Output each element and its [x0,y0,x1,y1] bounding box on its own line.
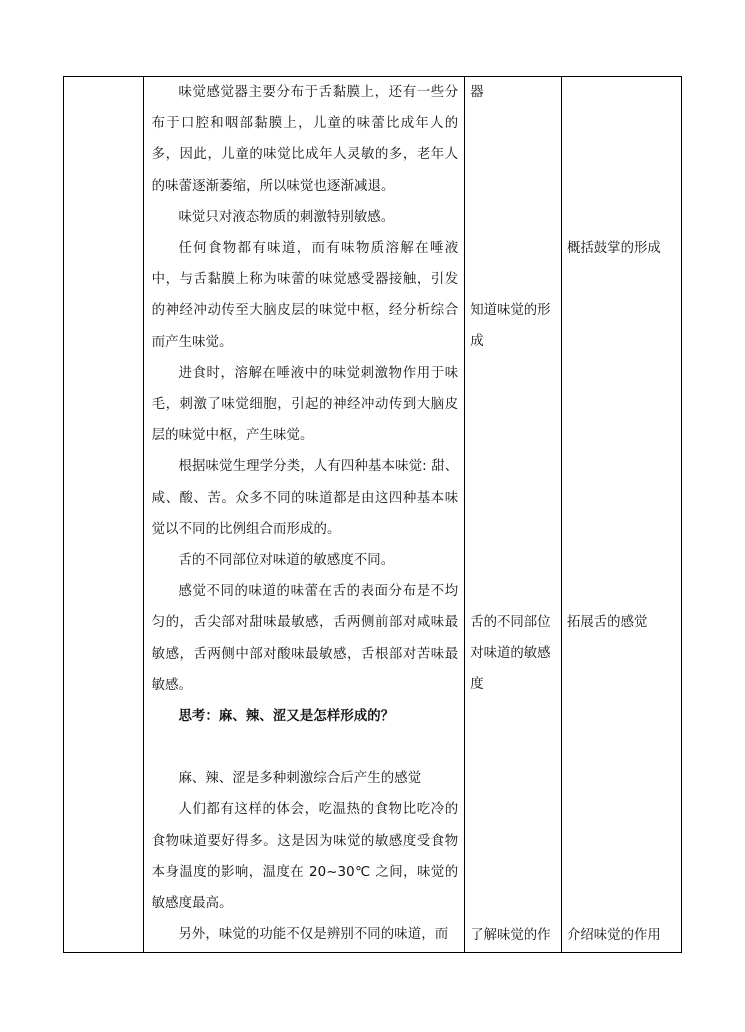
paragraph-taste-bud-distribution: 感觉不同的味道的味蕾在舌的表面分布是不均匀的，舌尖部对甜味最敏感，舌两侧前部对咸味最敏感，舌两侧中部对酸味最敏感，舌根部对苦味最敏感。 [151,584,459,693]
goal-taste-formation: 知道味觉的形成 [470,303,551,350]
paragraph-function: 另外，味觉的功能不仅是辨别不同的味道，而 [178,927,449,943]
paragraph-taste-formation: 任何食物都有味道，而有味物质溶解在唾液中，与舌黏膜上称为味蕾的味觉感受器接触，引发的神经冲动传至大脑皮层的味觉中枢，经分析综合而产生味觉。 [151,241,459,350]
activity-introduce: 介绍味觉的作用 [567,928,661,943]
content-column [143,77,465,953]
paragraph-taste-receptors: 味觉感觉器主要分布于舌黏膜上，还有一些分布于口腔和咽部黏膜上，儿童的味蕾比成年人的多，因此，儿童的味觉比成年人灵敏的多，老年人的味蕾逐渐萎缩，所以味觉也逐渐减退。 [151,85,459,194]
paragraph-liquid-sensitivity: 味觉只对液态物质的刺激特别敏感。 [178,209,395,225]
empty-column [64,77,144,953]
goal-organ: 器 [470,85,484,100]
think-question: 思考：麻、辣、涩又是怎样形成的？ [178,709,395,725]
content-text [144,77,465,952]
activities-column [562,77,682,953]
goal-tongue-sensitivity: 舌的不同部位对味道的敏感度 [470,615,551,693]
paragraph-four-tastes: 根据味觉生理学分类，人有四种基本味觉: 甜、咸、酸、苦。众多不同的味道都是由这四种基本味觉以不同的比例组合而形成的。 [151,459,459,537]
paragraph-eating: 进食时，溶解在唾液中的味觉刺激物作用于味毛，刺激了味觉细胞，引起的神经冲动传到大脑皮层的味觉中枢，产生味觉。 [151,365,459,444]
activities-text [562,77,681,952]
paragraph-numb-spicy: 麻、辣、涩是多种刺激综合后产生的感觉 [178,771,422,787]
lesson-table [63,76,682,953]
paragraph-temperature: 人们都有这样的体会，吃温热的食物比吃冷的食物味道要好得多。这是因为味觉的敏感度受食物本身温度的影响，温度在 20~30℃ 之间，味觉的敏感度最高。 [151,802,459,912]
blank-line [144,732,465,763]
goals-text [465,77,561,952]
table-row [64,77,682,953]
activity-summary: 概括鼓掌的形成 [567,241,661,256]
goals-column [465,77,562,953]
paragraph-tongue-regions: 舌的不同部位对味道的敏感度不同。 [178,553,395,569]
goal-taste-function: 了解味觉的作 [470,928,551,943]
activity-extend: 拓展舌的感觉 [567,615,648,630]
